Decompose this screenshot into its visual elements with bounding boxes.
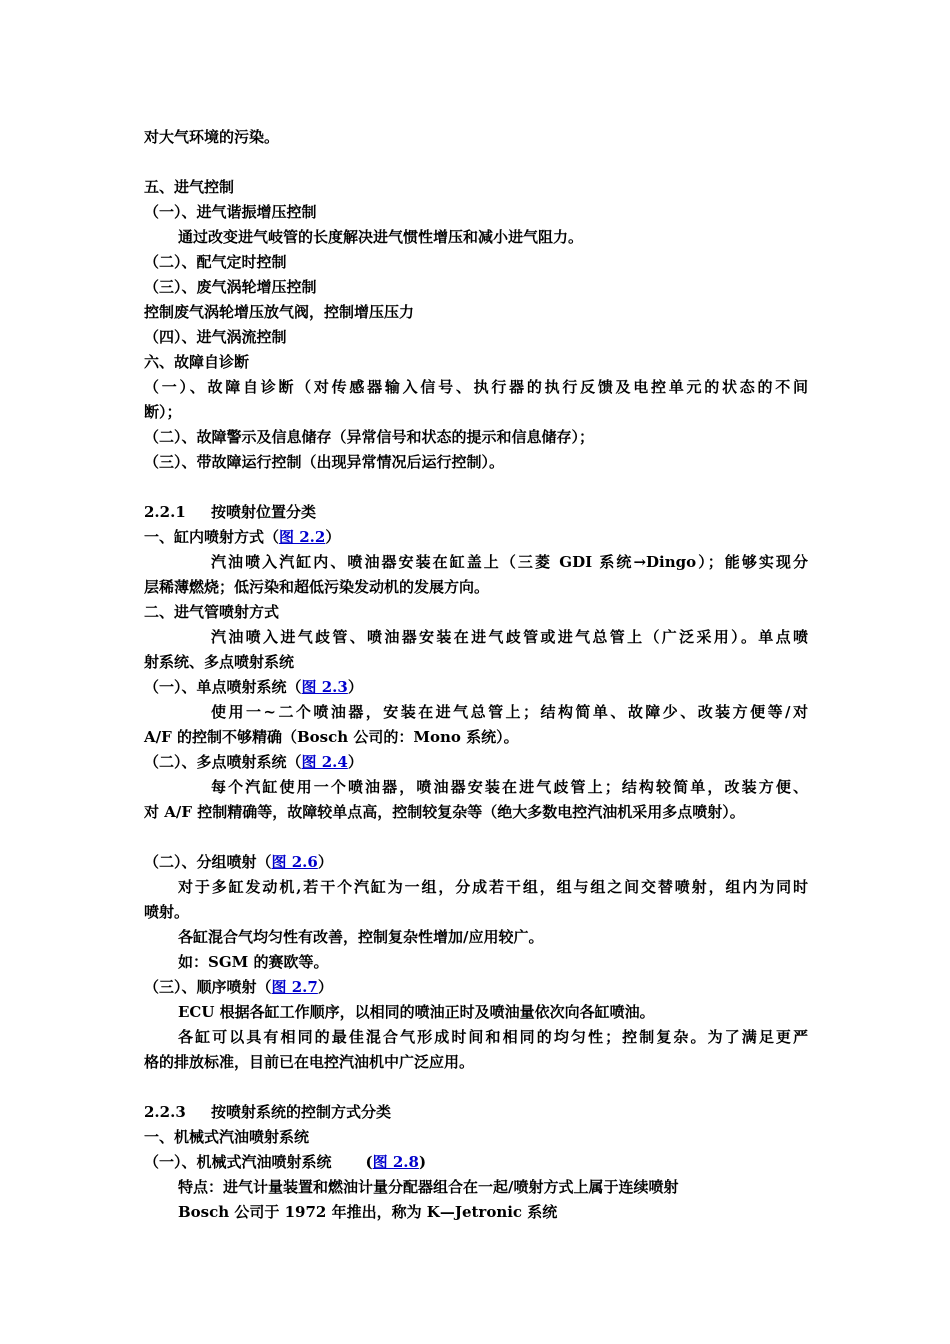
section-heading: 一、机械式汽油喷射系统: [144, 1128, 310, 1146]
heading-text: ): [418, 1153, 427, 1171]
subsection-heading: [144, 750, 808, 775]
subsection-heading: [144, 525, 808, 550]
text-line: 喷射。: [144, 903, 190, 921]
section-title: 按喷射位置分类: [211, 503, 317, 521]
heading-text: (: [365, 1153, 373, 1171]
text-line: 如：SGM 的赛欧等。: [178, 953, 329, 971]
blank-line: [144, 150, 808, 175]
figure-link[interactable]: 图 2.4: [301, 753, 348, 771]
text-line: 特点：进气计量装置和燃油计量分配器组合在一起/喷射方式上属于连续喷射: [178, 1178, 679, 1196]
subsection-heading: （三）、废气涡轮增压控制: [144, 278, 317, 296]
text-line: 汽油喷入汽缸内、喷油器安装在缸盖上（三菱 GDI 系统→Dingo）；能够实现分: [211, 553, 808, 571]
subsection-heading: [144, 975, 808, 1000]
text-line: 层稀薄燃烧；低污染和超低污染发动机的发展方向。: [144, 578, 490, 596]
text-line: 对 A/F 控制精确等，故障较单点高，控制较复杂等（绝大多数电控汽油机采用多点喷射）。: [144, 803, 745, 821]
text-line: 控制废气涡轮增压放气阀，控制增压压力: [144, 303, 415, 321]
blank-line: [144, 475, 808, 500]
section-heading-2-2-3: [144, 1100, 808, 1125]
section-heading-2-2-1: [144, 500, 808, 525]
text-line: 射系统、多点喷射系统: [144, 653, 295, 671]
subsection-heading: [144, 675, 808, 700]
text-line: （一）、故障自诊断（对传感器输入信号、执行器的执行反馈及电控单元的状态的不间: [144, 378, 808, 396]
blank-line: [144, 825, 808, 850]
heading-text: 一、缸内喷射方式（: [144, 528, 280, 546]
figure-link[interactable]: 图 2.8: [372, 1153, 419, 1171]
heading-text: ）: [325, 528, 341, 546]
text-line: （二）、故障警示及信息储存（异常信号和状态的提示和信息储存）；: [144, 428, 595, 446]
subsection-heading: （二）、配气定时控制: [144, 253, 287, 271]
heading-text: ）: [317, 978, 333, 996]
figure-link[interactable]: 图 2.6: [271, 853, 318, 871]
text-line: 各缸混合气均匀性有改善，控制复杂性增加/应用较广。: [178, 928, 544, 946]
subsection-heading: [144, 1150, 808, 1175]
text-line: ECU 根据各缸工作顺序，以相同的喷油正时及喷油量依次向各缸喷油。: [178, 1003, 655, 1021]
heading-text: （三）、顺序喷射（: [144, 978, 272, 996]
heading-text: （二）、多点喷射系统（: [144, 753, 302, 771]
text-line: 断）；: [144, 403, 182, 421]
text-line: 对于多缸发动机,若干个汽缸为一组，分成若干组，组与组之间交替喷射，组内为同时: [178, 878, 808, 896]
text-line: 汽油喷入进气歧管、喷油器安装在进气歧管或进气总管上（广泛采用）。单点喷: [211, 628, 808, 646]
text-line: （三）、带故障运行控制（出现异常情况后运行控制）。: [144, 453, 505, 471]
section-heading: 五、进气控制: [144, 178, 235, 196]
text-line: A/F 的控制不够精确（Bosch 公司的：Mono 系统）。: [144, 728, 519, 746]
figure-link[interactable]: 图 2.7: [271, 978, 318, 996]
section-number: 2.2.1: [144, 503, 186, 521]
heading-text: ）: [317, 853, 333, 871]
heading-text: ）: [347, 753, 363, 771]
heading-text: （一）、单点喷射系统（: [144, 678, 302, 696]
document-page: [144, 125, 808, 1225]
heading-text: （一）、机械式汽油喷射系统: [144, 1153, 332, 1171]
heading-text: ）: [347, 678, 363, 696]
text-line: 使用一~二个喷油器，安装在进气总管上；结构简单、故障少、改装方便等/对: [211, 703, 808, 721]
figure-link[interactable]: 图 2.2: [279, 528, 326, 546]
text-line: Bosch 公司于 1972 年推出，称为 K—Jetronic 系统: [178, 1203, 558, 1221]
blank-line: [144, 1075, 808, 1100]
subsection-heading: [144, 850, 808, 875]
subsection-heading: （一）、进气谐振增压控制: [144, 203, 317, 221]
subsection-heading: （四）、进气涡流控制: [144, 328, 287, 346]
text-line: 各缸可以具有相同的最佳混合气形成时间和相同的均匀性；控制复杂。为了满足更严: [178, 1028, 808, 1046]
text-line: 格的排放标准，目前已在电控汽油机中广泛应用。: [144, 1053, 475, 1071]
figure-link[interactable]: 图 2.3: [301, 678, 348, 696]
heading-text: （二）、分组喷射（: [144, 853, 272, 871]
section-number: 2.2.3: [144, 1103, 186, 1121]
text-line: 对大气环境的污染。: [144, 128, 280, 146]
subsection-heading: 二、进气管喷射方式: [144, 603, 280, 621]
text-line: 通过改变进气岐管的长度解决进气惯性增压和减小进气阻力。: [178, 228, 584, 246]
section-heading: 六、故障自诊断: [144, 353, 250, 371]
section-title: 按喷射系统的控制方式分类: [211, 1103, 392, 1121]
text-line: 每个汽缸使用一个喷油器，喷油器安装在进气歧管上；结构较简单，改装方便、: [211, 778, 808, 796]
